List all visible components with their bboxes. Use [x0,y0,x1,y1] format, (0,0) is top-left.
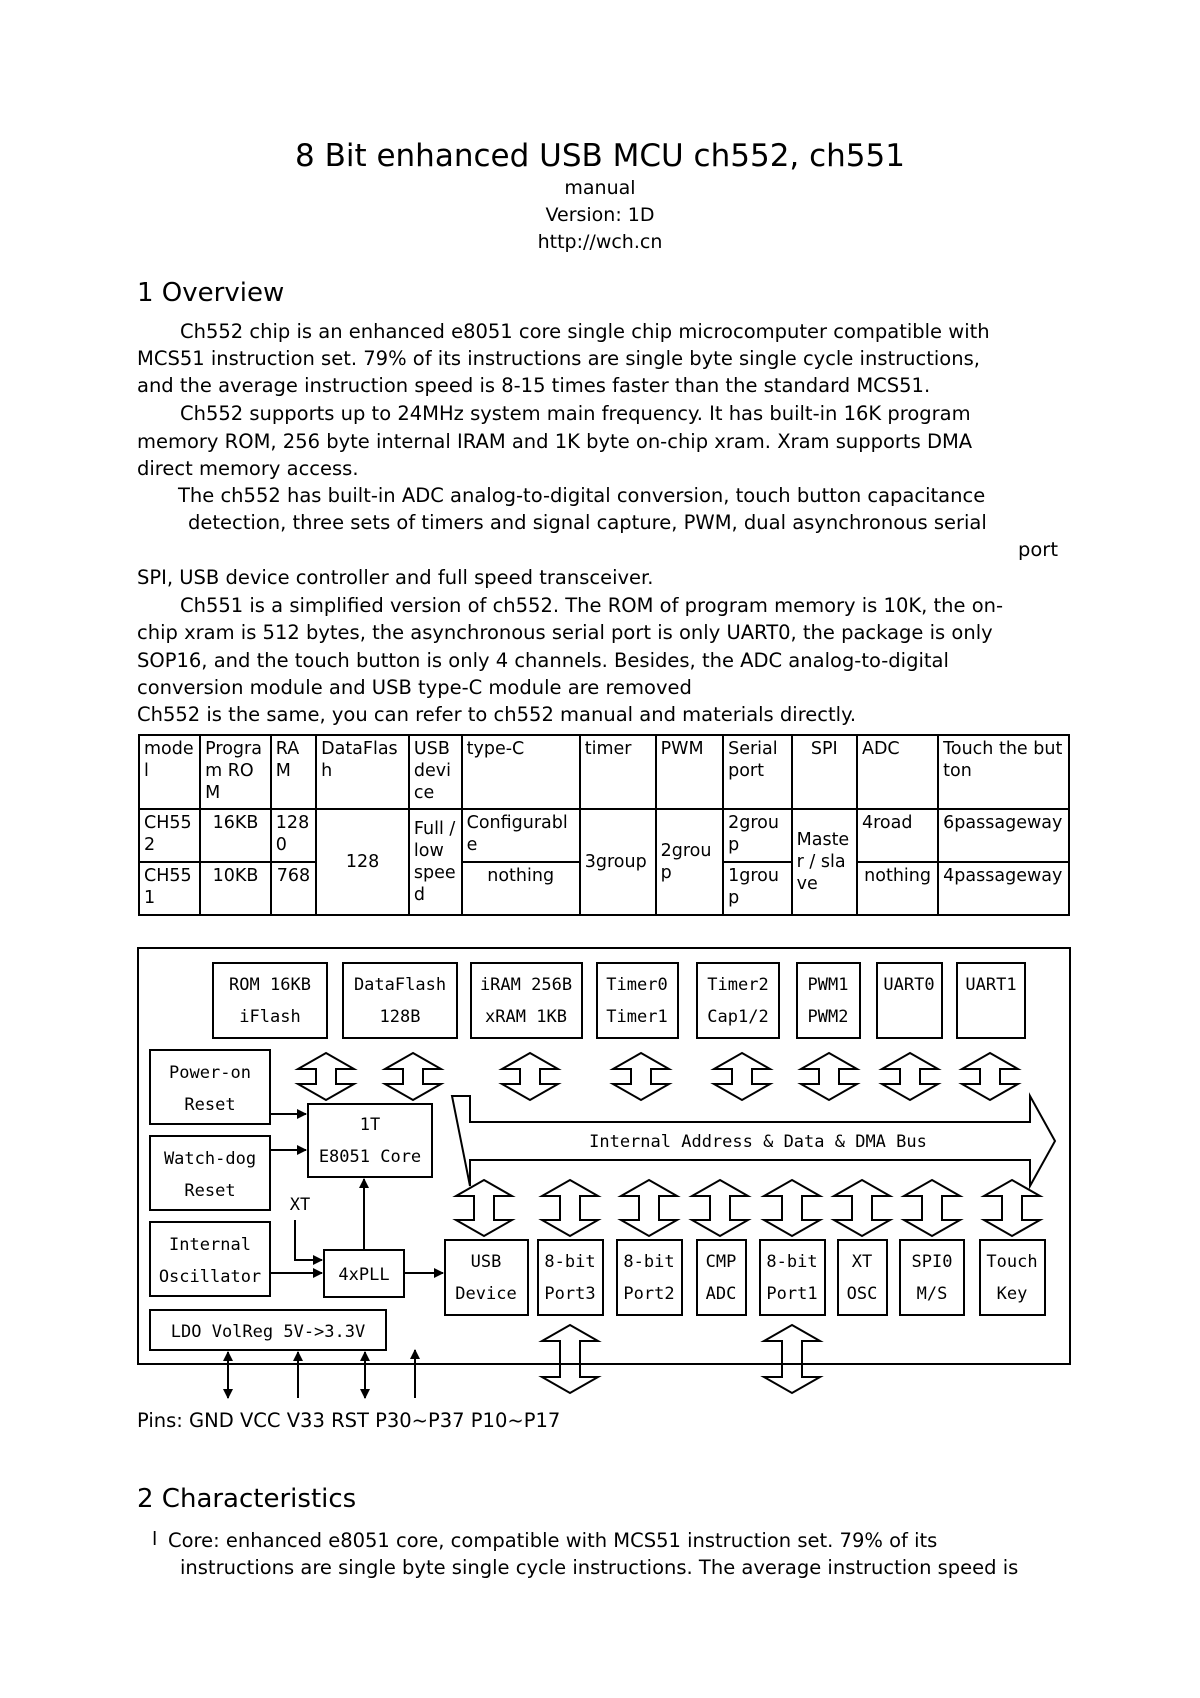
cell-typec: nothing [462,862,580,915]
overview-line: MCS51 instruction set. 79% of its instructions are single byte single cycle instructions, [137,347,980,370]
xt-label: XT [289,1195,311,1215]
ldo-label: LDO VolReg 5V->3.3V [170,1322,366,1342]
bus-connector-arrow [714,1053,770,1100]
cell-rom: 16KB [200,809,271,862]
cell-pwm: 2group [656,809,723,915]
bottom-block-l1: SPI0 [911,1252,953,1272]
bus-label: Internal Address & Data & DMA Bus [589,1132,927,1152]
top-block-l1: ROM 16KB [229,975,311,995]
cell-model: CH552 [139,809,200,862]
top-block-l2: iFlash [239,1007,301,1027]
overview-line: chip xram is 512 bytes, the asynchronous serial port is only UART0, the package is only [137,621,993,644]
col-header-ram: RAM [271,735,316,809]
bus-connector-arrow [801,1053,857,1100]
cell-adc: 4road [857,809,938,862]
col-header-model: model [139,735,200,809]
col-header-dataflash: DataFlash [316,735,409,809]
col-header-adc: ADC [857,735,938,809]
bus-connector-arrow [456,1180,512,1236]
power-on-l1: Power-on [169,1063,251,1083]
core-l2: E8051 Core [318,1147,422,1167]
bus-connector-arrow [962,1053,1018,1100]
top-block-l1: UART1 [965,975,1017,995]
overview-line: and the average instruction speed is 8-15 times faster than the standard MCS51. [137,374,931,397]
overview-line: detection, three sets of timers and signal capture, PWM, dual asynchronous serial [188,511,987,534]
bottom-block-l2: Port1 [766,1284,818,1304]
overview-line: conversion module and USB type-C module are removed [137,676,692,699]
col-header-usb-device: USB device [409,735,462,809]
overview-heading: 1 Overview [137,278,285,308]
bus-connector-arrow [613,1053,669,1100]
bus-connector-arrow [834,1180,890,1236]
pins-label: Pins: GND VCC V33 RST P30~P37 P10~P17 [137,1409,561,1432]
bus-connector-arrow [984,1180,1040,1236]
col-header-timer: timer [580,735,656,809]
oscillator-l2: Oscillator [158,1267,262,1287]
cell-touch: 6passageway [938,809,1069,862]
bottom-block-l1: 8-bit [544,1252,596,1272]
bus-connector-arrow [692,1180,748,1236]
bottom-block-l2: Port2 [623,1284,675,1304]
top-block-l2: Cap1/2 [707,1007,769,1027]
bus-connector-arrow [764,1180,820,1236]
overview-line: direct memory access. [137,457,359,480]
bus-connector-arrow [298,1053,354,1100]
watchdog-l2: Reset [184,1181,236,1201]
bus-connector-arrow [502,1053,558,1100]
col-header-pwm: PWM [656,735,723,809]
cell-usb: Full / low speed [409,809,462,915]
bottom-block-l2: Device [455,1284,517,1304]
cell-ram: 768 [271,862,316,915]
core-l1: 1T [359,1115,381,1135]
watchdog-l1: Watch-dog [163,1149,257,1169]
overview-line: port [1018,538,1058,561]
cell-spi: Master / slave [792,809,857,915]
document-title: 8 Bit enhanced USB MCU ch552, ch551 [295,138,905,174]
top-block-l1: Timer0 [606,975,668,995]
overview-line: The ch552 has built-in ADC analog-to-digital conversion, touch button capacitance [178,484,986,507]
bottom-block-l2: OSC [846,1284,878,1304]
bus-connector-arrow [882,1053,938,1100]
top-block-l1: DataFlash [353,975,447,995]
cell-ram: 1280 [271,809,316,862]
overview-line: memory ROM, 256 byte internal IRAM and 1K byte on-chip xram. Xram supports DMA [137,430,973,453]
bottom-block-l1: Touch [986,1252,1038,1272]
arrow-xt-to-pll [295,1220,322,1260]
bus-connector-arrow [385,1053,441,1100]
document-subtitle: manual [564,177,636,199]
bottom-block-l1: USB [470,1252,502,1272]
bottom-block-l2: Port3 [544,1284,596,1304]
power-on-l2: Reset [184,1095,236,1115]
cell-typec: Configurable [462,809,580,862]
cell-timer: 3group [580,809,656,915]
pll-label: 4xPLL [338,1265,390,1285]
top-block-l1: Timer2 [707,975,769,995]
bottom-block-l1: 8-bit [623,1252,675,1272]
characteristics-heading: 2 Characteristics [137,1484,357,1514]
bus-connector-arrow [621,1180,677,1236]
bottom-block-l1: CMP [705,1252,737,1272]
bottom-block-l2: ADC [705,1284,737,1304]
oscillator-l1: Internal [169,1235,251,1255]
cell-rom: 10KB [200,862,271,915]
col-header-serial-port: Serial port [723,735,792,809]
top-block-l2: Timer1 [606,1007,668,1027]
cell-adc: nothing [857,862,938,915]
cell-touch: 4passageway [938,862,1069,915]
bottom-block-l2: Key [996,1284,1028,1304]
top-block-l1: iRAM 256B [479,975,573,995]
document-version: Version: 1D [545,204,655,226]
bullet-marker: l [152,1528,158,1550]
col-header-type-c: type-C [462,735,580,809]
col-header-touch: Touch the button [938,735,1069,809]
overview-line: Ch552 chip is an enhanced e8051 core single chip microcomputer compatible with [180,320,990,343]
cell-serial: 1group [723,862,792,915]
col-header-spi: SPI [792,735,857,809]
bus-connector-arrow [764,1325,820,1393]
top-block-l2: xRAM 1KB [485,1007,567,1027]
cell-serial: 2group [723,809,792,862]
cell-dataflash: 128 [316,809,409,915]
bottom-block-l1: 8-bit [766,1252,818,1272]
document-url: http://wch.cn [537,231,663,253]
overview-line: SPI, USB device controller and full speed transceiver. [137,566,654,589]
cell-model: CH551 [139,862,200,915]
bottom-block-l1: XT [851,1252,873,1272]
characteristics-line: instructions are single byte single cycle instructions. The average instruction speed is [180,1556,1019,1579]
overview-line: Ch552 is the same, you can refer to ch552 manual and materials directly. [137,703,857,726]
top-block-l2: PWM2 [807,1007,849,1027]
bus-connector-arrows [325,1045,350,1080]
characteristics-line: Core: enhanced e8051 core, compatible with MCS51 instruction set. 79% of its [168,1529,938,1552]
overview-line: Ch552 supports up to 24MHz system main frequency. It has built-in 16K program [180,402,971,425]
bus-connector-arrow [542,1180,598,1236]
bus-connector-arrow [542,1325,598,1393]
bus-connector-arrow [904,1180,960,1236]
overview-line: SOP16, and the touch button is only 4 channels. Besides, the ADC analog-to-digital [137,649,949,672]
top-block-l1: UART0 [883,975,935,995]
top-block-l2: 128B [379,1007,421,1027]
bottom-block-l2: M/S [916,1284,948,1304]
col-header-program-rom: Program ROM [200,735,271,809]
overview-line: Ch551 is a simplified version of ch552. The ROM of program memory is 10K, the on- [180,594,1004,617]
top-block-l1: PWM1 [807,975,849,995]
